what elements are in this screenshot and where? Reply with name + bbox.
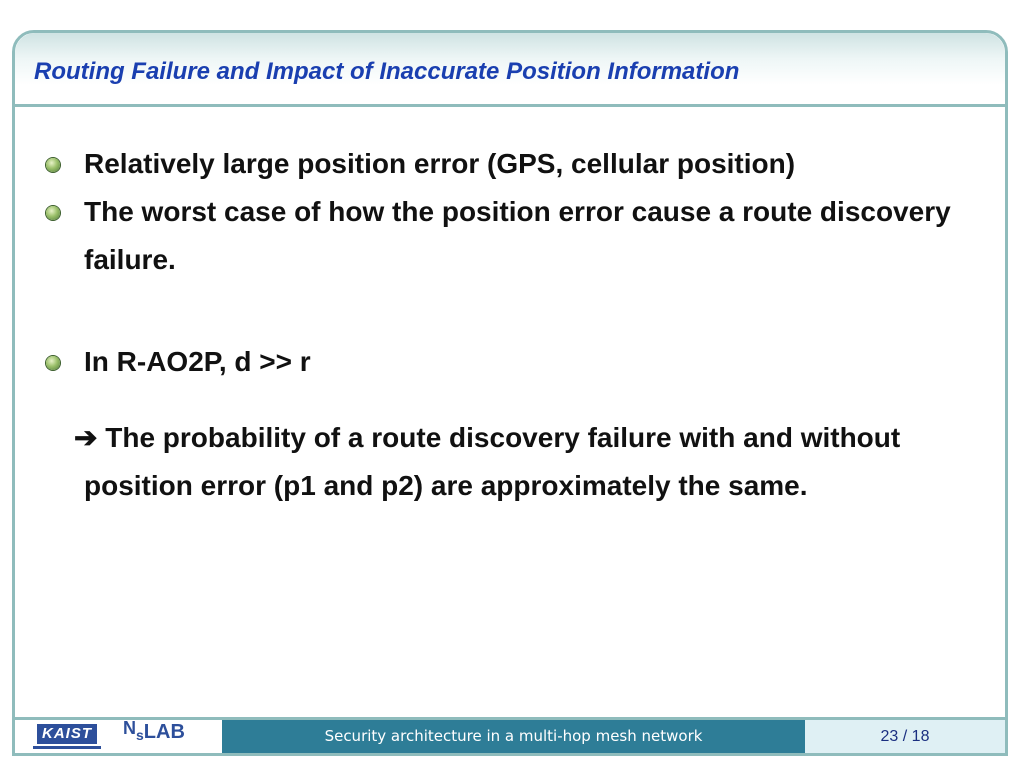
nslab-logo xyxy=(123,718,185,751)
bullet-text: The worst case of how the position error cause a route discovery failure. xyxy=(84,196,951,275)
kaist-logo-underline xyxy=(33,746,101,749)
nslab-logo-n: N xyxy=(123,718,136,738)
nslab-logo-lab: LAB xyxy=(143,721,185,743)
bullet-item xyxy=(44,188,984,284)
arrow-statement xyxy=(44,414,984,510)
bullet-text: In R-AO2P, d >> r xyxy=(84,346,311,377)
title-divider xyxy=(15,104,1005,107)
slide-body xyxy=(44,140,984,538)
kaist-logo: KAIST xyxy=(37,724,97,744)
arrow-right-icon: ➔ xyxy=(74,422,98,453)
bullet-text: Relatively large position error (GPS, cellular position) xyxy=(84,148,796,179)
bullet-icon xyxy=(46,356,60,370)
spacer xyxy=(44,284,984,338)
page-number: 23 / 18 xyxy=(805,720,1005,753)
slide-title: Routing Failure and Impact of Inaccurate Position Information xyxy=(34,58,740,85)
footer-caption: Security architecture in a multi-hop mesh network xyxy=(222,720,805,753)
footer-logos xyxy=(15,720,222,753)
bullet-icon xyxy=(46,158,60,172)
footer xyxy=(15,717,1005,753)
bullet-item xyxy=(44,140,984,188)
nslab-logo-s: s xyxy=(136,727,144,743)
arrow-statement-text: The probability of a route discovery failure with and without position error (p1 and p2) are approximately the same. xyxy=(84,422,901,501)
bullet-icon xyxy=(46,206,60,220)
bullet-item xyxy=(44,338,984,386)
